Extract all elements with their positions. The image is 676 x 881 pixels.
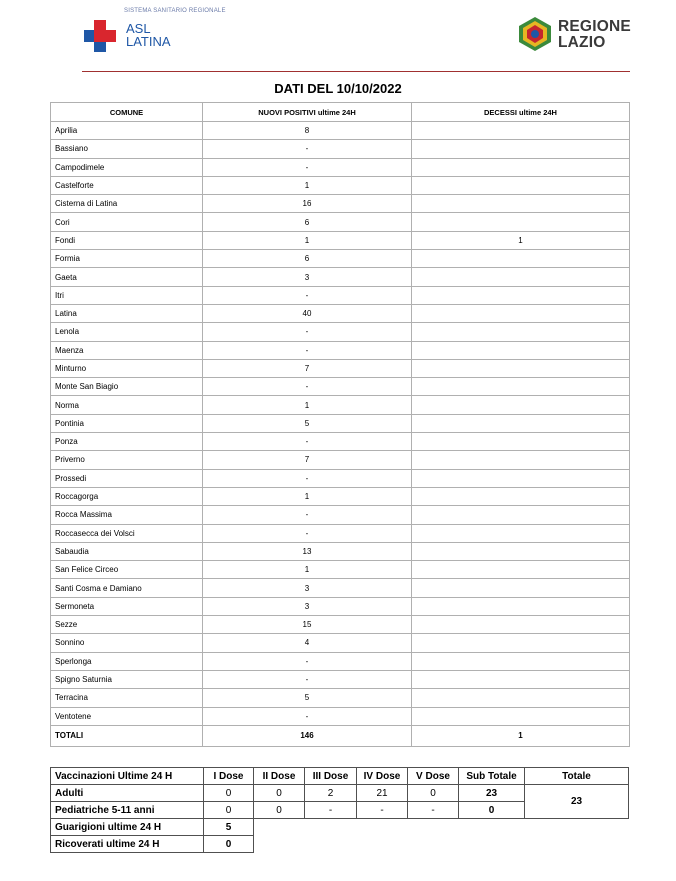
totals-decessi: 1 bbox=[412, 725, 630, 746]
ricoverati-label: Ricoverati ultime 24 H bbox=[51, 836, 204, 853]
table-row bbox=[51, 414, 630, 432]
comune-name: Terracina bbox=[51, 689, 203, 707]
comune-name: Sonnino bbox=[51, 634, 203, 652]
vacc-adulti-i: 0 bbox=[204, 785, 254, 802]
positivi-value: 3 bbox=[203, 579, 412, 597]
table-row bbox=[51, 652, 630, 670]
table-row bbox=[51, 670, 630, 688]
positivi-value: 4 bbox=[203, 634, 412, 652]
positivi-value: - bbox=[203, 524, 412, 542]
decessi-value bbox=[412, 213, 630, 231]
decessi-value bbox=[412, 158, 630, 176]
positivi-value: 6 bbox=[203, 250, 412, 268]
totals-row bbox=[51, 725, 630, 746]
vacc-header-i-dose: I Dose bbox=[204, 768, 254, 785]
decessi-value bbox=[412, 396, 630, 414]
comune-name: Maenza bbox=[51, 341, 203, 359]
positivi-value: - bbox=[203, 378, 412, 396]
comune-name: Sperlonga bbox=[51, 652, 203, 670]
comune-name: Ventotene bbox=[51, 707, 203, 725]
comune-name: Spigno Saturnia bbox=[51, 670, 203, 688]
table-row bbox=[51, 231, 630, 249]
positivi-value: - bbox=[203, 323, 412, 341]
comune-name: Minturno bbox=[51, 359, 203, 377]
table-row bbox=[51, 286, 630, 304]
positivi-value: - bbox=[203, 652, 412, 670]
table-row bbox=[51, 304, 630, 322]
decessi-value bbox=[412, 323, 630, 341]
regione-lazio-name: REGIONE LAZIO bbox=[558, 18, 631, 51]
vacc-adulti-subtotale: 23 bbox=[459, 785, 525, 802]
vacc-pediatriche-ii: 0 bbox=[254, 802, 305, 819]
table-row bbox=[51, 579, 630, 597]
comune-name: Cisterna di Latina bbox=[51, 195, 203, 213]
vacc-pediatriche-label: Pediatriche 5-11 anni bbox=[51, 802, 204, 819]
table-row bbox=[51, 396, 630, 414]
vacc-adulti-ii: 0 bbox=[254, 785, 305, 802]
decessi-value bbox=[412, 268, 630, 286]
positivi-value: 13 bbox=[203, 542, 412, 560]
comuni-table bbox=[50, 102, 630, 747]
header-comune: COMUNE bbox=[51, 103, 203, 122]
table-row bbox=[51, 378, 630, 396]
vacc-header-iii-dose: III Dose bbox=[305, 768, 357, 785]
guarigioni-row bbox=[51, 819, 629, 836]
table-row bbox=[51, 323, 630, 341]
decessi-value bbox=[412, 250, 630, 268]
vacc-row-adulti bbox=[51, 785, 629, 802]
comune-name: San Felice Circeo bbox=[51, 561, 203, 579]
table-row bbox=[51, 506, 630, 524]
comune-name: Roccagorga bbox=[51, 487, 203, 505]
comune-name: Aprilia bbox=[51, 122, 203, 140]
table-row bbox=[51, 122, 630, 140]
decessi-value bbox=[412, 304, 630, 322]
positivi-value: 7 bbox=[203, 451, 412, 469]
table-row bbox=[51, 524, 630, 542]
decessi-value bbox=[412, 670, 630, 688]
decessi-value bbox=[412, 579, 630, 597]
table-row bbox=[51, 689, 630, 707]
positivi-value: 7 bbox=[203, 359, 412, 377]
header-divider bbox=[82, 71, 630, 72]
vacc-pediatriche-iii: - bbox=[305, 802, 357, 819]
decessi-value bbox=[412, 140, 630, 158]
positivi-value: 15 bbox=[203, 616, 412, 634]
positivi-value: 1 bbox=[203, 231, 412, 249]
positivi-value: - bbox=[203, 433, 412, 451]
decessi-value bbox=[412, 634, 630, 652]
table-row bbox=[51, 158, 630, 176]
positivi-value: 6 bbox=[203, 213, 412, 231]
comune-name: Roccasecca dei Volsci bbox=[51, 524, 203, 542]
decessi-value bbox=[412, 487, 630, 505]
comune-name: Norma bbox=[51, 396, 203, 414]
decessi-value bbox=[412, 359, 630, 377]
vacc-totale-value: 23 bbox=[525, 785, 629, 819]
comune-name: Latina bbox=[51, 304, 203, 322]
comune-name: Sabaudia bbox=[51, 542, 203, 560]
comune-name: Monte San Biagio bbox=[51, 378, 203, 396]
positivi-value: 16 bbox=[203, 195, 412, 213]
header bbox=[0, 0, 676, 72]
vacc-pediatriche-v: - bbox=[408, 802, 459, 819]
table-row bbox=[51, 195, 630, 213]
medical-cross-icon bbox=[84, 20, 116, 52]
decessi-value bbox=[412, 561, 630, 579]
page-title: DATI DEL 10/10/2022 bbox=[274, 81, 402, 96]
vaccinations-table bbox=[50, 767, 629, 853]
asl-subtitle: SISTEMA SANITARIO REGIONALE bbox=[124, 8, 226, 14]
table-row bbox=[51, 616, 630, 634]
positivi-value: 1 bbox=[203, 487, 412, 505]
positivi-value: 3 bbox=[203, 597, 412, 615]
table-header-row bbox=[51, 103, 630, 122]
positivi-value: 5 bbox=[203, 414, 412, 432]
decessi-value bbox=[412, 378, 630, 396]
vacc-pediatriche-i: 0 bbox=[204, 802, 254, 819]
decessi-value bbox=[412, 652, 630, 670]
decessi-value bbox=[412, 616, 630, 634]
table-row bbox=[51, 487, 630, 505]
decessi-value bbox=[412, 524, 630, 542]
comune-name: Gaeta bbox=[51, 268, 203, 286]
decessi-value bbox=[412, 506, 630, 524]
positivi-value: - bbox=[203, 140, 412, 158]
positivi-value: - bbox=[203, 707, 412, 725]
decessi-value bbox=[412, 689, 630, 707]
positivi-value: - bbox=[203, 670, 412, 688]
comune-name: Cori bbox=[51, 213, 203, 231]
comune-name: Rocca Massima bbox=[51, 506, 203, 524]
positivi-value: 3 bbox=[203, 268, 412, 286]
positivi-value: - bbox=[203, 341, 412, 359]
vacc-adulti-iii: 2 bbox=[305, 785, 357, 802]
table-row bbox=[51, 433, 630, 451]
positivi-value: - bbox=[203, 506, 412, 524]
positivi-value: 1 bbox=[203, 561, 412, 579]
vacc-adulti-v: 0 bbox=[408, 785, 459, 802]
table-row bbox=[51, 213, 630, 231]
positivi-value: 1 bbox=[203, 176, 412, 194]
decessi-value bbox=[412, 469, 630, 487]
vacc-pediatriche-iv: - bbox=[357, 802, 408, 819]
decessi-value bbox=[412, 433, 630, 451]
vacc-header-iv-dose: IV Dose bbox=[357, 768, 408, 785]
vacc-adulti-iv: 21 bbox=[357, 785, 408, 802]
table-row bbox=[51, 341, 630, 359]
guarigioni-value: 5 bbox=[204, 819, 254, 836]
decessi-value: 1 bbox=[412, 231, 630, 249]
positivi-value: 40 bbox=[203, 304, 412, 322]
decessi-value bbox=[412, 286, 630, 304]
vacc-adulti-label: Adulti bbox=[51, 785, 204, 802]
table-row bbox=[51, 542, 630, 560]
decessi-value bbox=[412, 707, 630, 725]
decessi-value bbox=[412, 597, 630, 615]
vacc-title: Vaccinazioni Ultime 24 H bbox=[51, 768, 204, 785]
table-row bbox=[51, 268, 630, 286]
comune-name: Fondi bbox=[51, 231, 203, 249]
table-row bbox=[51, 561, 630, 579]
decessi-value bbox=[412, 451, 630, 469]
comune-name: Campodimele bbox=[51, 158, 203, 176]
decessi-value bbox=[412, 195, 630, 213]
regione-lazio-emblem-icon bbox=[518, 16, 552, 52]
decessi-value bbox=[412, 414, 630, 432]
header-decessi: DECESSI ultime 24H bbox=[412, 103, 630, 122]
vacc-header-row bbox=[51, 768, 629, 785]
vacc-header-v-dose: V Dose bbox=[408, 768, 459, 785]
guarigioni-label: Guarigioni ultime 24 H bbox=[51, 819, 204, 836]
comune-name: Priverno bbox=[51, 451, 203, 469]
header-nuovi-positivi: NUOVI POSITIVI ultime 24H bbox=[203, 103, 412, 122]
comune-name: Bassiano bbox=[51, 140, 203, 158]
vacc-header-subtotale: Sub Totale bbox=[459, 768, 525, 785]
table-row bbox=[51, 707, 630, 725]
comune-name: Castelforte bbox=[51, 176, 203, 194]
comune-name: Formia bbox=[51, 250, 203, 268]
decessi-value bbox=[412, 122, 630, 140]
decessi-value bbox=[412, 542, 630, 560]
totals-label: TOTALI bbox=[51, 725, 203, 746]
asl-name: ASL LATINA bbox=[126, 21, 171, 49]
comune-name: Santi Cosma e Damiano bbox=[51, 579, 203, 597]
comune-name: Itri bbox=[51, 286, 203, 304]
table-row bbox=[51, 359, 630, 377]
comune-name: Pontinia bbox=[51, 414, 203, 432]
positivi-value: 1 bbox=[203, 396, 412, 414]
table-row bbox=[51, 469, 630, 487]
comune-name: Prossedi bbox=[51, 469, 203, 487]
table-row bbox=[51, 634, 630, 652]
table-row bbox=[51, 451, 630, 469]
vacc-header-ii-dose: II Dose bbox=[254, 768, 305, 785]
comune-name: Sezze bbox=[51, 616, 203, 634]
ricoverati-value: 0 bbox=[204, 836, 254, 853]
comune-name: Lenola bbox=[51, 323, 203, 341]
table-row bbox=[51, 250, 630, 268]
totals-positivi: 146 bbox=[203, 725, 412, 746]
positivi-value: - bbox=[203, 286, 412, 304]
comune-name: Ponza bbox=[51, 433, 203, 451]
ricoverati-row bbox=[51, 836, 629, 853]
comune-name: Sermoneta bbox=[51, 597, 203, 615]
positivi-value: 8 bbox=[203, 122, 412, 140]
decessi-value bbox=[412, 341, 630, 359]
vacc-header-totale: Totale bbox=[525, 768, 629, 785]
positivi-value: 5 bbox=[203, 689, 412, 707]
positivi-value: - bbox=[203, 469, 412, 487]
table-row bbox=[51, 597, 630, 615]
decessi-value bbox=[412, 176, 630, 194]
table-row bbox=[51, 176, 630, 194]
vacc-pediatriche-subtotale: 0 bbox=[459, 802, 525, 819]
positivi-value: - bbox=[203, 158, 412, 176]
table-row bbox=[51, 140, 630, 158]
